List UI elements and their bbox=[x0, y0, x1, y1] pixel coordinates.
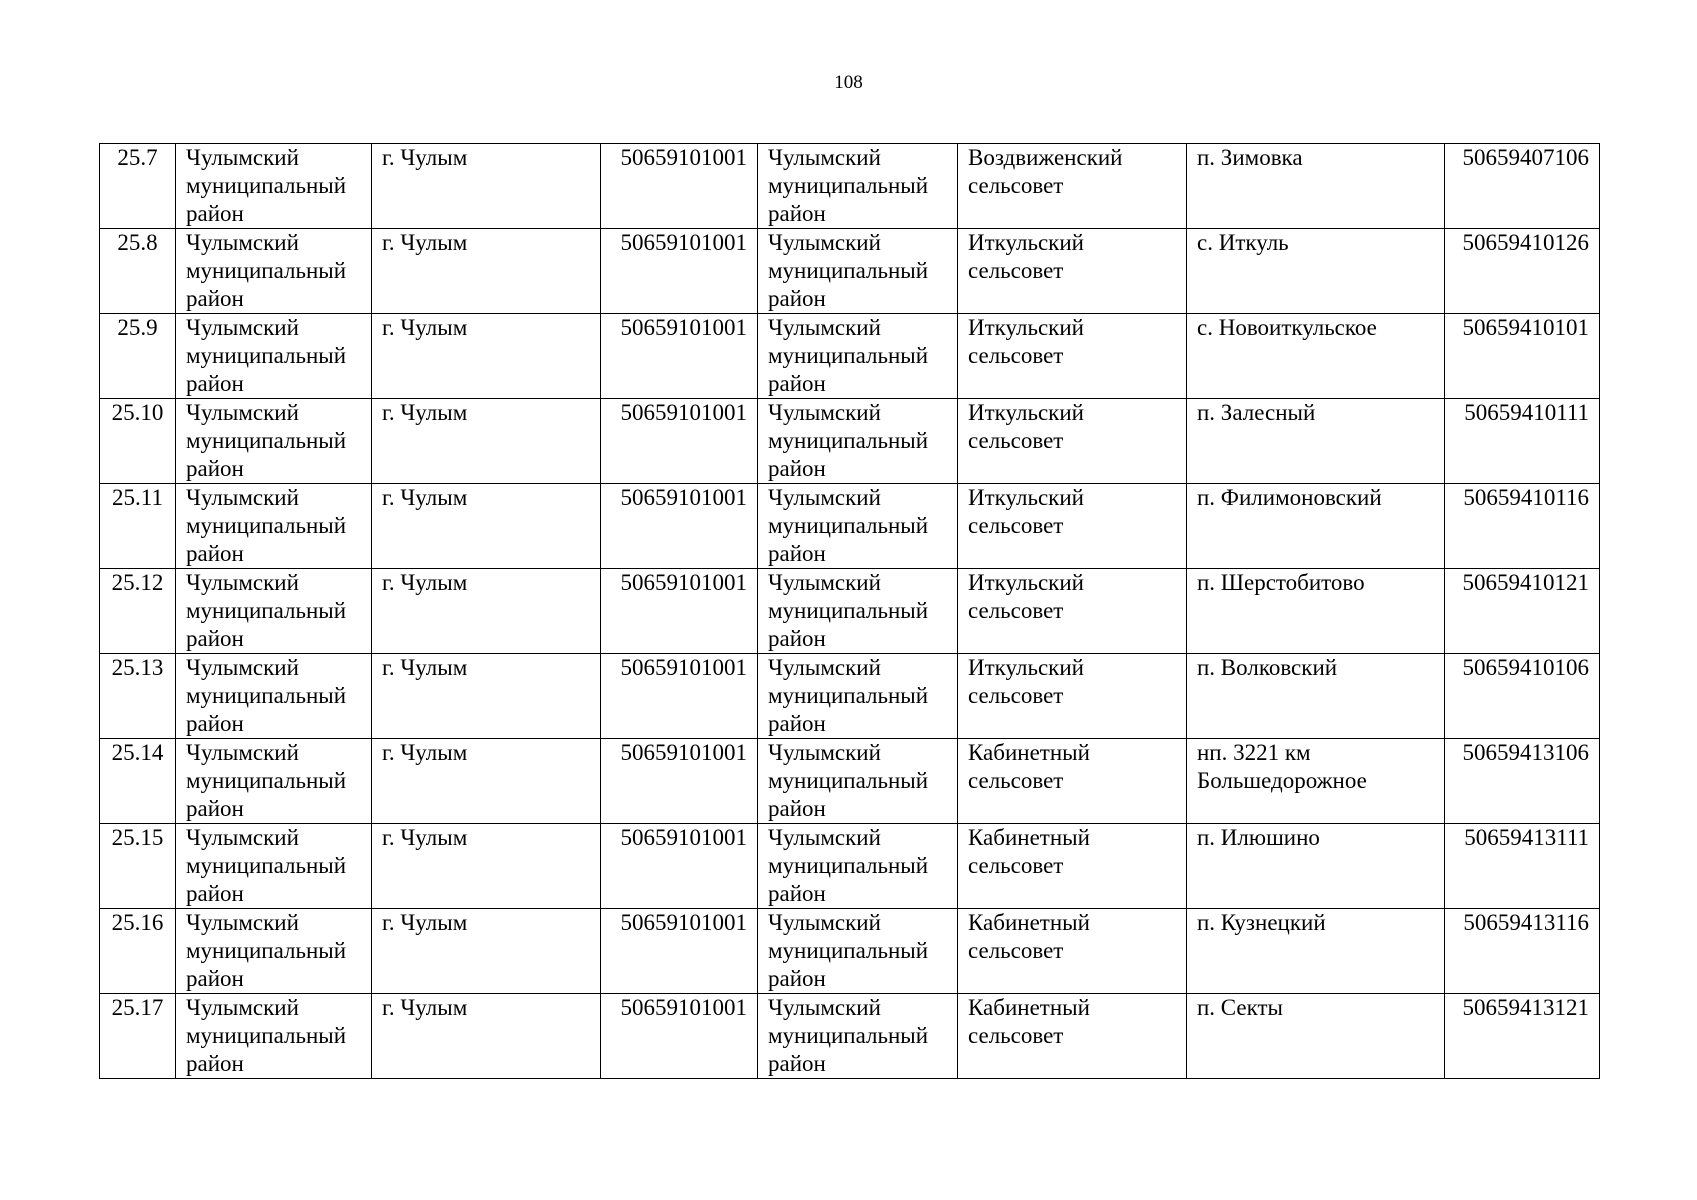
municipal-district-line: муниципальный bbox=[186, 598, 347, 623]
municipal-district-line: район bbox=[186, 966, 244, 991]
row-number: 25.14 bbox=[111, 740, 164, 765]
council-line: сельсовет bbox=[968, 173, 1064, 198]
municipal-district-line: район bbox=[186, 881, 244, 906]
city-code: 50659101001 bbox=[620, 145, 747, 170]
settlement-code: 50659413106 bbox=[1462, 740, 1589, 765]
settlement-code: 50659413111 bbox=[1464, 825, 1589, 850]
city-code: 50659101001 bbox=[620, 315, 747, 340]
district-line: район bbox=[768, 796, 826, 821]
council-line: сельсовет bbox=[968, 343, 1064, 368]
row-number: 25.8 bbox=[117, 230, 158, 255]
city-name: г. Чулым bbox=[382, 145, 468, 170]
district-line: муниципальный bbox=[768, 598, 929, 623]
city-name: г. Чулым bbox=[382, 740, 468, 765]
municipal-district-line: Чулымский bbox=[186, 145, 299, 170]
settlement-code-cell bbox=[1445, 909, 1600, 994]
settlement-line: п. Волковский bbox=[1197, 655, 1338, 680]
settlement-cell bbox=[1187, 569, 1445, 654]
municipal-district-line: Чулымский bbox=[186, 315, 299, 340]
municipal-district-line: Чулымский bbox=[186, 740, 299, 765]
council-cell bbox=[958, 739, 1187, 824]
city-cell bbox=[372, 654, 601, 739]
council-line: Иткульский bbox=[968, 485, 1084, 510]
district-cell bbox=[758, 569, 958, 654]
district-line: муниципальный bbox=[768, 343, 929, 368]
table-row bbox=[100, 399, 1600, 484]
city-code: 50659101001 bbox=[620, 570, 747, 595]
row-number-cell bbox=[100, 399, 176, 484]
municipal-district-cell bbox=[176, 824, 372, 909]
city-name: г. Чулым bbox=[382, 910, 468, 935]
council-cell bbox=[958, 569, 1187, 654]
municipal-district-line: район bbox=[186, 796, 244, 821]
table-row bbox=[100, 739, 1600, 824]
settlement-cell bbox=[1187, 824, 1445, 909]
district-line: район bbox=[768, 881, 826, 906]
city-code: 50659101001 bbox=[620, 825, 747, 850]
row-number: 25.11 bbox=[112, 485, 163, 510]
municipal-district-line: муниципальный bbox=[186, 853, 347, 878]
municipal-district-cell bbox=[176, 909, 372, 994]
city-name: г. Чулым bbox=[382, 995, 468, 1020]
settlement-cell bbox=[1187, 739, 1445, 824]
row-number: 25.13 bbox=[111, 655, 164, 680]
council-cell bbox=[958, 484, 1187, 569]
council-line: сельсовет bbox=[968, 1023, 1064, 1048]
settlement-code-cell bbox=[1445, 654, 1600, 739]
municipal-district-line: Чулымский bbox=[186, 570, 299, 595]
council-line: Иткульский bbox=[968, 315, 1084, 340]
municipal-district-line: Чулымский bbox=[186, 400, 299, 425]
municipal-district-line: Чулымский bbox=[186, 230, 299, 255]
district-cell bbox=[758, 399, 958, 484]
settlement-line: п. Илюшино bbox=[1197, 825, 1320, 850]
city-code-cell bbox=[601, 484, 758, 569]
city-code: 50659101001 bbox=[620, 995, 747, 1020]
settlement-line: п. Секты bbox=[1197, 995, 1284, 1020]
settlement-line: Большедорожное bbox=[1197, 768, 1367, 793]
city-name: г. Чулым bbox=[382, 655, 468, 680]
district-line: Чулымский bbox=[768, 400, 881, 425]
district-cell bbox=[758, 654, 958, 739]
municipal-district-line: муниципальный bbox=[186, 343, 347, 368]
council-line: сельсовет bbox=[968, 513, 1064, 538]
district-line: Чулымский bbox=[768, 740, 881, 765]
municipal-district-line: район bbox=[186, 1051, 244, 1076]
district-line: Чулымский bbox=[768, 655, 881, 680]
municipal-district-line: район bbox=[186, 371, 244, 396]
municipal-district-cell bbox=[176, 484, 372, 569]
table-row bbox=[100, 824, 1600, 909]
council-line: Иткульский bbox=[968, 655, 1084, 680]
city-code-cell bbox=[601, 569, 758, 654]
table-body bbox=[100, 144, 1600, 1079]
district-line: район bbox=[768, 1051, 826, 1076]
settlement-cell bbox=[1187, 484, 1445, 569]
row-number: 25.12 bbox=[111, 570, 164, 595]
settlement-code-cell bbox=[1445, 229, 1600, 314]
council-line: сельсовет bbox=[968, 768, 1064, 793]
city-code-cell bbox=[601, 909, 758, 994]
city-code-cell bbox=[601, 739, 758, 824]
row-number-cell bbox=[100, 229, 176, 314]
district-cell bbox=[758, 229, 958, 314]
district-line: Чулымский bbox=[768, 145, 881, 170]
settlement-code: 50659410121 bbox=[1462, 570, 1589, 595]
settlement-line: п. Зимовка bbox=[1197, 145, 1303, 170]
city-cell bbox=[372, 739, 601, 824]
district-cell bbox=[758, 739, 958, 824]
council-line: сельсовет bbox=[968, 683, 1064, 708]
district-line: муниципальный bbox=[768, 683, 929, 708]
settlement-code-cell bbox=[1445, 739, 1600, 824]
district-line: муниципальный bbox=[768, 853, 929, 878]
row-number: 25.17 bbox=[111, 995, 164, 1020]
city-code-cell bbox=[601, 994, 758, 1079]
settlement-line: с. Новоиткульское bbox=[1197, 315, 1377, 340]
municipal-district-cell bbox=[176, 994, 372, 1079]
district-cell bbox=[758, 484, 958, 569]
municipal-district-line: Чулымский bbox=[186, 910, 299, 935]
city-cell bbox=[372, 144, 601, 229]
settlement-line: нп. 3221 км bbox=[1197, 740, 1311, 765]
row-number-cell bbox=[100, 569, 176, 654]
district-line: Чулымский bbox=[768, 230, 881, 255]
district-line: Чулымский bbox=[768, 825, 881, 850]
city-cell bbox=[372, 824, 601, 909]
table-row bbox=[100, 654, 1600, 739]
municipal-district-cell bbox=[176, 144, 372, 229]
city-code: 50659101001 bbox=[620, 485, 747, 510]
municipal-district-line: муниципальный bbox=[186, 1023, 347, 1048]
council-cell bbox=[958, 229, 1187, 314]
district-line: район bbox=[768, 711, 826, 736]
council-line: сельсовет bbox=[968, 428, 1064, 453]
council-cell bbox=[958, 994, 1187, 1079]
table-row bbox=[100, 569, 1600, 654]
settlement-code-cell bbox=[1445, 314, 1600, 399]
district-cell bbox=[758, 994, 958, 1079]
district-line: район bbox=[768, 371, 826, 396]
row-number-cell bbox=[100, 144, 176, 229]
row-number-cell bbox=[100, 314, 176, 399]
settlement-code-cell bbox=[1445, 824, 1600, 909]
row-number: 25.9 bbox=[117, 315, 158, 340]
municipal-district-cell bbox=[176, 314, 372, 399]
city-cell bbox=[372, 314, 601, 399]
municipal-district-line: муниципальный bbox=[186, 768, 347, 793]
settlement-code: 50659407106 bbox=[1462, 145, 1589, 170]
municipal-district-line: Чулымский bbox=[186, 995, 299, 1020]
city-code-cell bbox=[601, 654, 758, 739]
municipal-district-cell bbox=[176, 229, 372, 314]
settlement-code: 50659410101 bbox=[1462, 315, 1589, 340]
table-row bbox=[100, 229, 1600, 314]
municipal-district-line: муниципальный bbox=[186, 513, 347, 538]
city-cell bbox=[372, 484, 601, 569]
council-cell bbox=[958, 909, 1187, 994]
row-number: 25.7 bbox=[117, 145, 158, 170]
municipal-district-cell bbox=[176, 739, 372, 824]
council-line: Иткульский bbox=[968, 570, 1084, 595]
row-number-cell bbox=[100, 824, 176, 909]
council-cell bbox=[958, 314, 1187, 399]
municipal-district-line: муниципальный bbox=[186, 683, 347, 708]
council-line: сельсовет bbox=[968, 598, 1064, 623]
city-code: 50659101001 bbox=[620, 910, 747, 935]
district-line: Чулымский bbox=[768, 910, 881, 935]
municipal-district-cell bbox=[176, 654, 372, 739]
settlement-cell bbox=[1187, 994, 1445, 1079]
council-line: Кабинетный bbox=[968, 910, 1090, 935]
city-name: г. Чулым bbox=[382, 825, 468, 850]
city-cell bbox=[372, 229, 601, 314]
district-line: район bbox=[768, 286, 826, 311]
row-number: 25.15 bbox=[111, 825, 164, 850]
district-line: муниципальный bbox=[768, 428, 929, 453]
city-code-cell bbox=[601, 399, 758, 484]
council-line: Кабинетный bbox=[968, 825, 1090, 850]
city-cell bbox=[372, 994, 601, 1079]
city-cell bbox=[372, 909, 601, 994]
city-code: 50659101001 bbox=[620, 655, 747, 680]
table-row bbox=[100, 314, 1600, 399]
settlement-line: п. Залесный bbox=[1197, 400, 1316, 425]
district-line: Чулымский bbox=[768, 315, 881, 340]
municipal-district-line: муниципальный bbox=[186, 258, 347, 283]
district-line: муниципальный bbox=[768, 938, 929, 963]
city-code-cell bbox=[601, 144, 758, 229]
settlement-cell bbox=[1187, 399, 1445, 484]
row-number: 25.16 bbox=[111, 910, 164, 935]
municipal-district-line: Чулымский bbox=[186, 825, 299, 850]
row-number-cell bbox=[100, 994, 176, 1079]
settlement-code: 50659410116 bbox=[1463, 485, 1589, 510]
municipal-district-line: район bbox=[186, 626, 244, 651]
municipal-district-cell bbox=[176, 569, 372, 654]
municipal-district-line: район bbox=[186, 286, 244, 311]
municipal-district-cell bbox=[176, 399, 372, 484]
row-number-cell bbox=[100, 654, 176, 739]
row-number-cell bbox=[100, 739, 176, 824]
settlement-cell bbox=[1187, 144, 1445, 229]
municipal-district-line: район bbox=[186, 711, 244, 736]
council-cell bbox=[958, 824, 1187, 909]
city-name: г. Чулым bbox=[382, 230, 468, 255]
district-line: район bbox=[768, 541, 826, 566]
district-line: муниципальный bbox=[768, 768, 929, 793]
council-line: сельсовет bbox=[968, 938, 1064, 963]
district-line: район bbox=[768, 626, 826, 651]
district-line: район bbox=[768, 456, 826, 481]
city-name: г. Чулым bbox=[382, 570, 468, 595]
settlement-cell bbox=[1187, 229, 1445, 314]
city-code: 50659101001 bbox=[620, 740, 747, 765]
council-line: Иткульский bbox=[968, 400, 1084, 425]
district-cell bbox=[758, 824, 958, 909]
city-name: г. Чулым bbox=[382, 400, 468, 425]
municipal-district-line: район bbox=[186, 541, 244, 566]
settlement-code-cell bbox=[1445, 994, 1600, 1079]
district-cell bbox=[758, 144, 958, 229]
district-line: муниципальный bbox=[768, 173, 929, 198]
settlement-code-cell bbox=[1445, 399, 1600, 484]
district-cell bbox=[758, 314, 958, 399]
settlement-line: п. Филимоновский bbox=[1197, 485, 1382, 510]
district-line: Чулымский bbox=[768, 570, 881, 595]
municipal-district-line: Чулымский bbox=[186, 655, 299, 680]
district-line: район bbox=[768, 201, 826, 226]
city-code: 50659101001 bbox=[620, 230, 747, 255]
row-number-cell bbox=[100, 909, 176, 994]
settlement-line: п. Шерстобитово bbox=[1197, 570, 1365, 595]
district-line: муниципальный bbox=[768, 258, 929, 283]
page-number: 108 bbox=[834, 72, 863, 93]
district-line: Чулымский bbox=[768, 995, 881, 1020]
row-number-cell bbox=[100, 484, 176, 569]
table-row bbox=[100, 994, 1600, 1079]
municipal-district-line: Чулымский bbox=[186, 485, 299, 510]
row-number: 25.10 bbox=[111, 400, 164, 425]
settlement-code: 50659413121 bbox=[1462, 995, 1589, 1020]
district-cell bbox=[758, 909, 958, 994]
table-row bbox=[100, 484, 1600, 569]
council-line: Иткульский bbox=[968, 230, 1084, 255]
council-line: Кабинетный bbox=[968, 740, 1090, 765]
council-line: Воздвиженский bbox=[968, 145, 1123, 170]
settlement-code: 50659413116 bbox=[1463, 910, 1589, 935]
municipal-district-line: муниципальный bbox=[186, 173, 347, 198]
settlement-cell bbox=[1187, 909, 1445, 994]
municipal-district-line: район bbox=[186, 201, 244, 226]
city-code: 50659101001 bbox=[620, 400, 747, 425]
city-cell bbox=[372, 569, 601, 654]
city-code-cell bbox=[601, 314, 758, 399]
city-cell bbox=[372, 399, 601, 484]
municipal-district-line: муниципальный bbox=[186, 428, 347, 453]
settlement-line: с. Иткуль bbox=[1197, 230, 1289, 255]
district-line: муниципальный bbox=[768, 1023, 929, 1048]
settlement-code-cell bbox=[1445, 144, 1600, 229]
settlement-code: 50659410106 bbox=[1462, 655, 1589, 680]
settlement-code-cell bbox=[1445, 569, 1600, 654]
municipal-district-line: муниципальный bbox=[186, 938, 347, 963]
city-name: г. Чулым bbox=[382, 485, 468, 510]
settlement-code: 50659410126 bbox=[1462, 230, 1589, 255]
council-cell bbox=[958, 399, 1187, 484]
council-cell bbox=[958, 654, 1187, 739]
settlements-table bbox=[99, 143, 1600, 1079]
settlement-code-cell bbox=[1445, 484, 1600, 569]
settlement-cell bbox=[1187, 654, 1445, 739]
district-line: Чулымский bbox=[768, 485, 881, 510]
municipal-district-line: район bbox=[186, 456, 244, 481]
council-line: сельсовет bbox=[968, 258, 1064, 283]
district-line: район bbox=[768, 966, 826, 991]
city-code-cell bbox=[601, 824, 758, 909]
council-line: Кабинетный bbox=[968, 995, 1090, 1020]
settlement-code: 50659410111 bbox=[1464, 400, 1589, 425]
table-row bbox=[100, 144, 1600, 229]
city-name: г. Чулым bbox=[382, 315, 468, 340]
district-line: муниципальный bbox=[768, 513, 929, 538]
settlement-cell bbox=[1187, 314, 1445, 399]
table-row bbox=[100, 909, 1600, 994]
council-cell bbox=[958, 144, 1187, 229]
city-code-cell bbox=[601, 229, 758, 314]
settlement-line: п. Кузнецкий bbox=[1197, 910, 1326, 935]
council-line: сельсовет bbox=[968, 853, 1064, 878]
